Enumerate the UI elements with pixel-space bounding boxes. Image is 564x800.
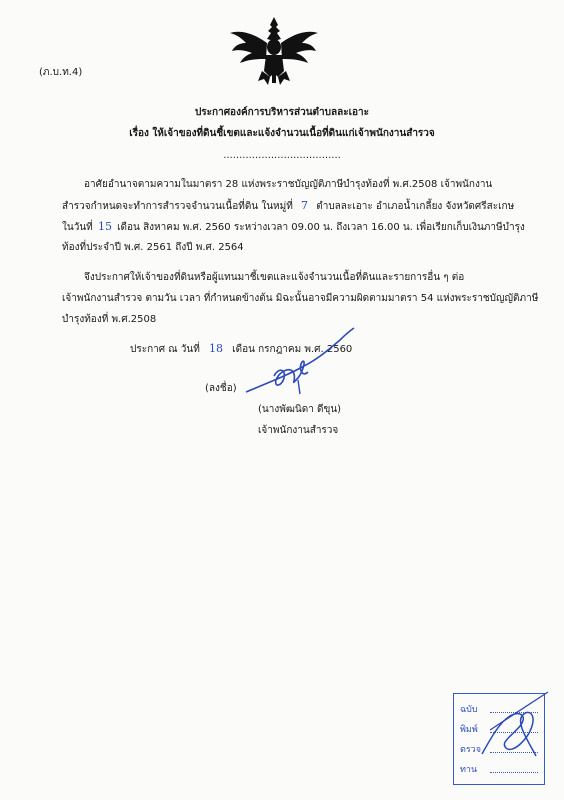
- announcement-title: ประกาศองค์การบริหารส่วนตำบลละเอาะ: [194, 107, 370, 118]
- stamp-row-label: ฉบับ: [460, 705, 478, 715]
- paragraph1-line3: [62, 220, 525, 235]
- handwritten-moo-number: 7: [301, 199, 309, 212]
- announcement-subject: เรื่อง ให้เจ้าของที่ดินชี้เขตและแจ้งจำนวนเนื้อที่ดินแก่เจ้าพนักงานสำรวจ: [129, 128, 435, 139]
- stamp-row-label: ทาน: [460, 765, 478, 775]
- paragraph2-line1: จึงประกาศให้เจ้าของที่ดินหรือผู้แทนมาชี้เขตและแจ้งจำนวนเนื้อที่ดินและรายการอื่น ๆ ต่อ: [84, 272, 465, 283]
- paragraph1-line2-text-a: สำรวจกำหนดจะทำการสำรวจจำนวนเนื้อที่ดิน ในหมู่ที่: [62, 201, 293, 212]
- stamp-row-line: [490, 772, 538, 773]
- handwritten-announce-day: 18: [208, 342, 223, 355]
- handwritten-day-number: 15: [97, 220, 112, 233]
- paragraph2-line3: บำรุงท้องที่ พ.ศ.2508: [62, 314, 157, 325]
- paragraph1-line2-text-b: ตำบลละเอาะ อำเภอน้ำเกลี้ยง จังหวัดศรีสะเกษ: [316, 201, 515, 212]
- announcement-date-prefix: ประกาศ ณ วันที่: [130, 344, 200, 355]
- paragraph1-line3-text-a: ในวันที่: [62, 222, 93, 233]
- garuda-emblem: [228, 15, 320, 87]
- signed-label: (ลงชื่อ): [205, 383, 237, 394]
- title-separator: .....................................: [223, 150, 341, 161]
- announcement-date-suffix: เดือน กรกฎาคม พ.ศ. 2560: [232, 344, 353, 355]
- signer-position: เจ้าพนักงานสำรวจ: [258, 425, 339, 436]
- paragraph1-line4: ท้องที่ประจำปี พ.ศ. 2561 ถึงปี พ.ศ. 2564: [62, 242, 244, 253]
- paragraph1-line1: อาศัยอำนาจตามความในมาตรา 28 แห่งพระราชบัญญัติภาษีบำรุงท้องที่ พ.ศ.2508 เจ้าพนักงาน: [84, 179, 493, 190]
- stamp-initials: [470, 686, 550, 766]
- paragraph2-line2: เจ้าพนักงานสำรวจ ตามวัน เวลา ที่กำหนดข้างต้น มิฉะนั้นอาจมีความผิดตามมาตรา 54 แห่งพระราชบัญญัติภาษี: [62, 293, 539, 304]
- paragraph1-line2: [62, 199, 514, 214]
- stamp-row-label: พิมพ์: [460, 725, 478, 735]
- signer-name: (นางพัฒนิดา ดีขุน): [258, 404, 342, 415]
- paragraph1-line3-text-b: เดือน สิงหาคม พ.ศ. 2560 ระหว่างเวลา 09.00 น. ถึงเวลา 16.00 น. เพื่อเรียกเก็บเงินภาษีบำรุง: [117, 222, 525, 233]
- signature-scribble: [240, 322, 360, 404]
- document-code: (ภ.บ.ท.4): [39, 67, 83, 78]
- stamp-row-label: ตรวจ: [460, 745, 482, 755]
